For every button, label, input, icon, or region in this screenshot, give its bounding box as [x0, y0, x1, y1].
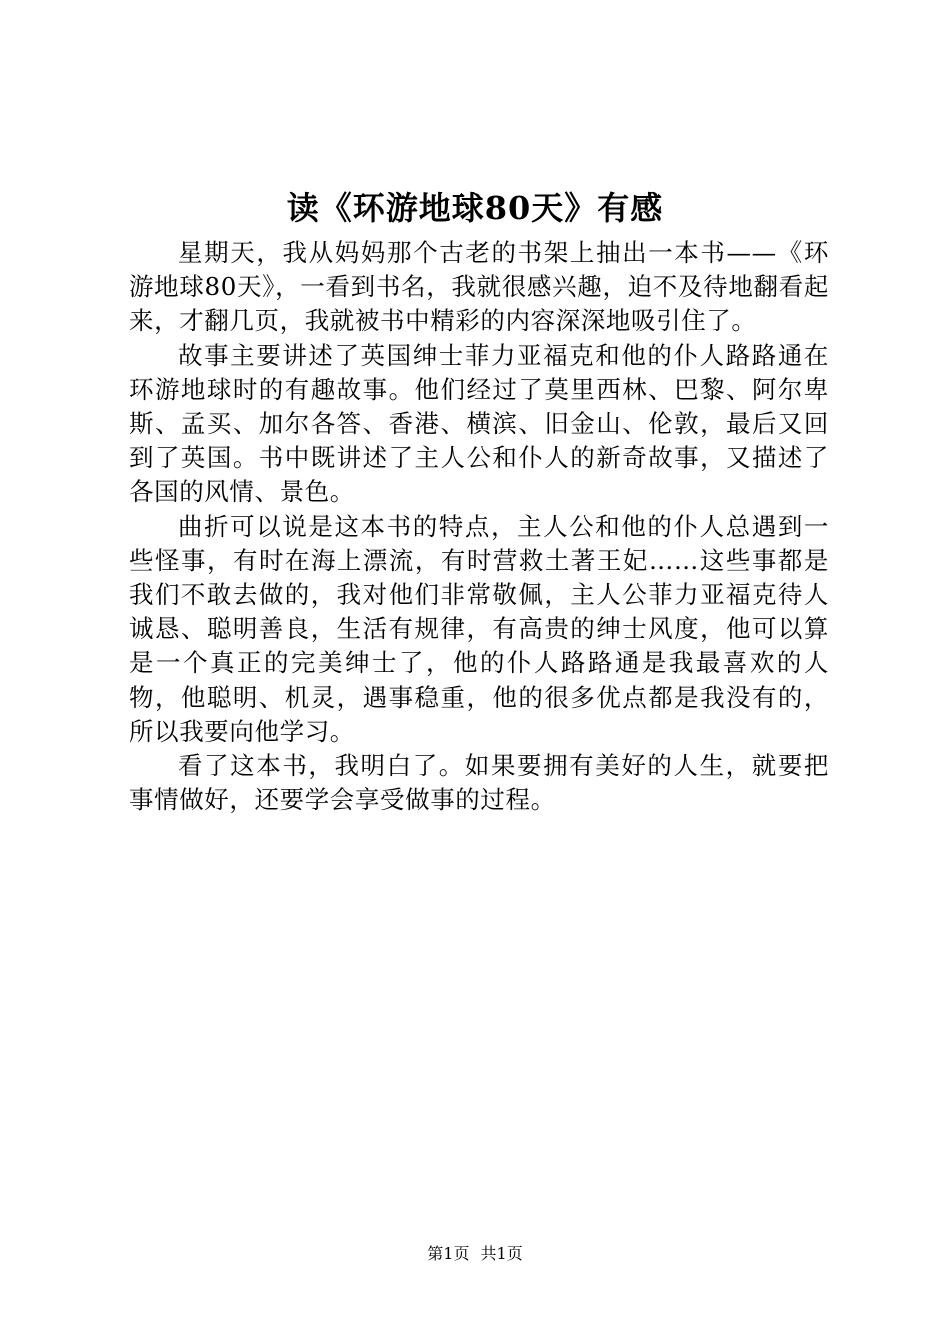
paragraph-1: 星期天，我从妈妈那个古老的书架上抽出一本书——《环游地球80天》，一看到书名，我就很感兴趣，迫不及待地翻看起来，才翻几页，我就被书中精彩的内容深深地吸引住了。	[129, 238, 829, 336]
paragraph-3: 曲折可以说是这本书的特点，主人公和他的仆人总遇到一些怪事，有时在海上漂流，有时营救土著王妃……这些事都是我们不敢去做的，我对他们非常敬佩，主人公菲力亚福克待人诚恳、聪明善良，生活有规律，有高贵的绅士风度，他可以算是一个真正的完美绅士了，他的仆人路路通是我最喜欢的人物，他聪明、机灵，遇事稳重，他的很多优点都是我没有的，所以我要向他学习。	[129, 511, 829, 746]
document-title: 读《环游地球80天》有感	[286, 189, 664, 227]
paragraph-4: 看了这本书，我明白了。如果要拥有美好的人生，就要把事情做好，还要学会享受做事的过程。	[129, 751, 829, 815]
page-number: 第1页	[427, 1244, 470, 1263]
document-body	[129, 236, 829, 817]
page-total: 共1页	[480, 1244, 523, 1263]
page-footer	[0, 1244, 950, 1264]
paragraph-2: 故事主要讲述了英国绅士菲力亚福克和他的仆人路路通在环游地球时的有趣故事。他们经过了莫里西林、巴黎、阿尔卑斯、孟买、加尔各答、香港、横滨、旧金山、伦敦，最后又回到了英国。书中既讲述了主人公和仆人的新奇故事，又描述了各国的风情、景色。	[129, 340, 829, 507]
